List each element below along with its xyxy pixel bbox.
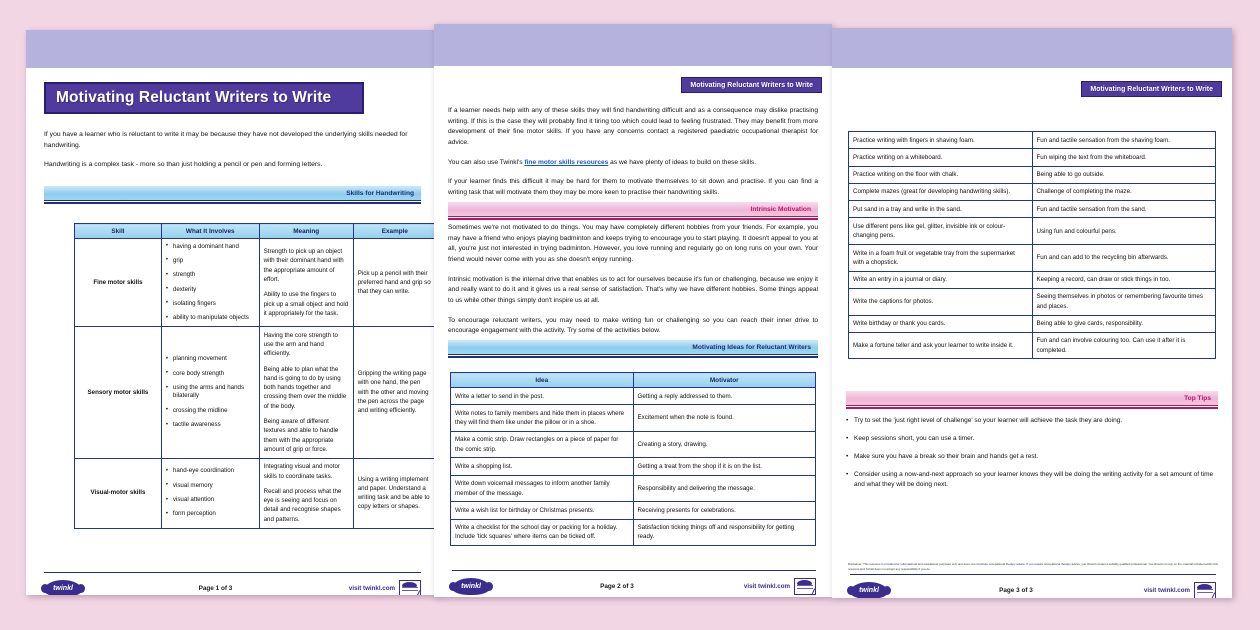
cell-meaning bbox=[259, 458, 353, 528]
col-header-skill: Skill bbox=[75, 224, 162, 239]
table-row bbox=[849, 218, 1216, 245]
table-row bbox=[451, 519, 816, 546]
cell-motivator: Fun and tactile sensation from the sand. bbox=[1032, 201, 1216, 218]
list-item: • visual attention bbox=[166, 496, 255, 504]
list-item: • visual memory bbox=[166, 482, 255, 490]
cell-idea: Practice writing on the floor with chalk. bbox=[849, 166, 1033, 183]
list-item: • hand-eye coordination bbox=[166, 467, 255, 475]
cell-skill: Sensory motor skills bbox=[75, 327, 162, 459]
twinkl-logo-text: twinkl bbox=[53, 585, 73, 592]
cell-motivator: Excitement when the note is found. bbox=[633, 405, 816, 432]
table-row bbox=[451, 458, 816, 475]
twinkl-logo-icon[interactable] bbox=[452, 578, 490, 595]
meaning-paragraph: Having the core strength to use the arm and hand efficiently. bbox=[263, 331, 338, 358]
page3-header-title bbox=[1081, 81, 1222, 97]
example-paragraph: Gripping the writing page with one hand, the pen with the other and moving the pen across the page and writing efficiently. bbox=[357, 370, 429, 415]
cell-skill: Visual-motor skills bbox=[75, 458, 162, 528]
page3-visit-block[interactable] bbox=[1144, 582, 1216, 598]
list-item: • core body strength bbox=[166, 370, 255, 378]
cell-motivator: Being able to go outside. bbox=[1032, 166, 1216, 183]
table-row bbox=[849, 201, 1216, 218]
motivating-ideas-table-continued bbox=[848, 131, 1216, 359]
cell-idea: Make a comic strip. Draw rectangles on a piece of paper for the comic strip. bbox=[451, 431, 634, 458]
list-item: • planning movement bbox=[166, 355, 255, 363]
list-item: • isolating fingers bbox=[166, 300, 255, 308]
page2-banner-ideas-label: Motivating Ideas for Reluctant Writers bbox=[692, 343, 811, 351]
cell-motivator: Satisfaction ticking things off and responsibility for getting ready. bbox=[633, 519, 816, 546]
cell-idea: Write in a foam fruit or vegetable tray from the supermarket with a chopstick. bbox=[849, 245, 1033, 272]
col-header-what-it-involves: What It Involves bbox=[161, 224, 259, 239]
col-header-example: Example bbox=[353, 224, 436, 239]
list-item: • form perception bbox=[166, 510, 255, 518]
cell-idea: Make a fortune teller and ask your learner to write inside it. bbox=[849, 332, 1033, 359]
table-row bbox=[451, 388, 816, 405]
table-header-row bbox=[451, 373, 816, 388]
twinkl-certificate-badge-icon bbox=[1194, 582, 1216, 598]
cell-idea: Write a checklist for the school day or packing for a holiday. Include 'tick squares' where items can be ticked off. bbox=[451, 519, 634, 546]
page1-footer-rule bbox=[44, 572, 421, 573]
cell-motivator: Fun and can add to the recycling bin afterwards. bbox=[1032, 245, 1216, 272]
twinkl-logo-icon[interactable] bbox=[44, 580, 82, 595]
page1-footer bbox=[44, 580, 421, 595]
table-row bbox=[451, 431, 816, 458]
page3-banner-top-tips bbox=[846, 391, 1218, 406]
table-row bbox=[75, 327, 437, 459]
list-item: • ability to manipulate objects bbox=[166, 314, 255, 322]
table-row bbox=[849, 245, 1216, 272]
col-header-motivator: Motivator bbox=[633, 373, 816, 388]
example-paragraph: Using a writing implement and paper. Understand a writing task and be able to copy letters or shapes. bbox=[357, 475, 430, 511]
table-row bbox=[849, 288, 1216, 315]
meaning-paragraph: Ability to use the fingers to pick up a small object and hold it appropriately for the task. bbox=[263, 291, 349, 317]
page2-banner-intrinsic-label: Intrinsic Motivation bbox=[750, 205, 811, 213]
meaning-paragraph: Recall and process what the eye is seeing and focus on detail and recognise shapes and patterns. bbox=[263, 487, 342, 523]
table-row bbox=[849, 132, 1216, 149]
cell-motivator: Fun and can involve colouring too. Can use it after it is completed. bbox=[1032, 332, 1216, 359]
page3-footer bbox=[850, 582, 1216, 598]
meaning-paragraph: Strength to pick up an object with their dominant hand with the appropriate amount of effort. bbox=[263, 248, 344, 283]
cell-motivator: Getting a treat from the shop if it is on the list. bbox=[633, 458, 816, 475]
page2-paragraph-6: To encourage reluctant writers, you may need to make writing fun or challenging so you can reach their inner drive to encourage engagement with the activity. Try some of the activities below. bbox=[448, 316, 818, 335]
cell-motivator: Seeing themselves in photos or remembering favourite times and places. bbox=[1032, 288, 1216, 315]
list-item: • tactile awareness bbox=[166, 421, 255, 429]
cell-idea: Complete mazes (great for developing handwriting skills). bbox=[849, 183, 1033, 200]
skills-for-handwriting-table bbox=[74, 223, 437, 529]
page2-page-number: Page 2 of 3 bbox=[600, 583, 634, 590]
fine-motor-skills-resources-link[interactable]: fine motor skills resources bbox=[524, 158, 609, 166]
cell-meaning bbox=[259, 239, 353, 327]
table-row bbox=[75, 239, 437, 327]
page2-visit-link[interactable]: visit twinkl.com bbox=[743, 583, 790, 590]
cell-idea: Write notes to family members and hide them in places where they will find them like under the pillow or in a shoe. bbox=[451, 405, 634, 432]
list-item: • strength bbox=[166, 271, 255, 279]
page1-banner-skills bbox=[44, 186, 421, 201]
cell-motivator: Keeping a record, can draw or stick things in too. bbox=[1032, 271, 1216, 288]
table-row bbox=[849, 332, 1216, 359]
motivating-ideas-table bbox=[450, 372, 816, 546]
document-page-1[interactable] bbox=[26, 30, 437, 595]
cell-idea: Practice writing with fingers in shaving foam. bbox=[849, 132, 1033, 149]
page2-footer bbox=[452, 578, 816, 595]
page3-footer-rule bbox=[850, 574, 1216, 575]
page2-paragraph-2: You can also use Twinkl's fine motor skills resources as we have plenty of ideas to build on these skills. bbox=[448, 158, 757, 166]
cell-what-it-involves bbox=[161, 239, 259, 327]
cell-idea: Practice writing on a whiteboard. bbox=[849, 149, 1033, 166]
meaning-paragraph: Being aware of different textures and able to handle them with the appropriate amount of grip or force. bbox=[263, 418, 339, 453]
cell-idea: Write down voicemail messages to inform another family member of the message. bbox=[451, 475, 634, 502]
page3-top-tips-list bbox=[846, 416, 1218, 498]
page1-visit-link[interactable]: visit twinkl.com bbox=[348, 585, 395, 592]
table-row bbox=[451, 475, 816, 502]
top-tip-item: • Try to set the 'just right level of challenge' so your learner will achieve the task they are doing. bbox=[846, 416, 1218, 426]
page3-page-number: Page 3 of 3 bbox=[999, 587, 1033, 594]
cell-what-it-involves bbox=[161, 458, 259, 528]
page2-banner-intrinsic-motivation bbox=[448, 202, 818, 217]
twinkl-certificate-badge-icon bbox=[794, 578, 816, 595]
page3-banner-top-tips-label: Top Tips bbox=[1184, 394, 1211, 402]
page2-text-block-1 bbox=[448, 106, 818, 199]
list-item: • having a dominant hand bbox=[166, 243, 255, 251]
page1-banner-skills-label: Skills for Handwriting bbox=[346, 189, 414, 197]
page2-paragraph-4: Sometimes we're not motivated to do things. You may have completely different hobbies from your friends. For example, you may have a friend who enjoys playing badminton and keeps trying to encourage you to start playing. It doesn't appeal to you at all, you're just not interested in trying badminton. However, you love running and regularly go on long runs on your own. Your friend would never come with you as she doesn't enjoy running. bbox=[448, 224, 818, 264]
table-row bbox=[849, 271, 1216, 288]
list-item: • dexterity bbox=[166, 286, 255, 294]
twinkl-logo-text: twinkl bbox=[461, 583, 481, 590]
list-item: • crossing the midline bbox=[166, 407, 255, 415]
cell-example bbox=[353, 239, 436, 327]
cell-idea: Put sand in a tray and write in the sand. bbox=[849, 201, 1033, 218]
table-header-row bbox=[75, 224, 437, 239]
page2-paragraph-1: If a learner needs help with any of these skills they will find handwriting difficult and as a consequence may dislike practising writing. If this is the case they will probably find it tiring too which could lead to feeling frustrated. They may benefit from more development of their fine motor skills. If you have any concerns contact a registered paediatric occupational therapist for advice. bbox=[448, 107, 818, 147]
twinkl-logo-text: twinkl bbox=[859, 587, 879, 594]
cell-idea: Use different pens like gel, glitter, invisible ink or colour-changing pens. bbox=[849, 218, 1033, 245]
page1-visit-block[interactable] bbox=[349, 580, 421, 595]
page2-top-band bbox=[434, 24, 832, 66]
page1-intro-text bbox=[44, 130, 421, 180]
page2-header-title bbox=[681, 77, 822, 93]
page3-visit-link[interactable]: visit twinkl.com bbox=[1143, 587, 1190, 594]
top-tip-item: • Make sure you have a break so their brain and hands get a rest. bbox=[846, 452, 1218, 462]
twinkl-logo-icon[interactable] bbox=[850, 582, 888, 598]
page2-header-title-text: Motivating Reluctant Writers to Write bbox=[690, 81, 813, 89]
cell-motivator: Challenge of completing the maze. bbox=[1032, 183, 1216, 200]
cell-motivator: Creating a story, drawing. bbox=[633, 431, 816, 458]
cell-what-it-involves bbox=[161, 327, 259, 459]
page1-intro-paragraph-1: If you have a learner who is reluctant to write it may be because they have not developed the underlying skills needed for handwriting. bbox=[44, 131, 408, 149]
page1-intro-paragraph-2: Handwriting is a complex task - more so than just holding a pencil or pen and forming letters. bbox=[44, 161, 323, 169]
example-paragraph: Pick up a pencil with their preferred hand and grip so that they can write. bbox=[357, 269, 431, 296]
table-row bbox=[75, 458, 437, 528]
cell-idea: Write a letter to send in the post. bbox=[451, 388, 634, 405]
table-row bbox=[849, 149, 1216, 166]
page2-footer-rule bbox=[452, 570, 816, 571]
col-header-meaning: Meaning bbox=[259, 224, 353, 239]
meaning-paragraph: Integrating visual and motor skills to coordinate tasks. bbox=[263, 463, 340, 480]
page1-main-title-text: Motivating Reluctant Writers to Write bbox=[56, 89, 332, 106]
page1-main-title bbox=[44, 82, 364, 114]
cell-example bbox=[353, 458, 436, 528]
page2-paragraph-5: Intrinsic motivation is the internal drive that enables us to act for ourselves because it's fun or challenging, because we enjoy it and really want to do it and it gives us a real sense of satisfaction. That's why we have different hobbies. Some things appeal to us while other things simply don't inspire us at all. bbox=[448, 275, 818, 305]
cell-idea: Write the captions for photos. bbox=[849, 288, 1033, 315]
table-row bbox=[849, 183, 1216, 200]
page3-top-band bbox=[832, 28, 1232, 68]
list-item: • grip bbox=[166, 257, 255, 265]
document-page-3[interactable] bbox=[832, 28, 1232, 598]
twinkl-certificate-badge-icon bbox=[399, 580, 421, 595]
cell-motivator: Fun wiping the text from the whiteboard. bbox=[1032, 149, 1216, 166]
cell-meaning bbox=[259, 327, 353, 459]
cell-motivator: Getting a reply addressed to them. bbox=[633, 388, 816, 405]
top-tip-item: • Keep sessions short, you can use a timer. bbox=[846, 434, 1218, 444]
meaning-paragraph: Being able to plan what the hand is going to do by using both hands together and crossing them over the middle of the body. bbox=[263, 365, 347, 410]
cell-example bbox=[353, 327, 436, 459]
col-header-idea: Idea bbox=[451, 373, 634, 388]
table-row bbox=[451, 502, 816, 519]
page2-banner-motivating-ideas bbox=[448, 340, 818, 355]
document-page-2[interactable] bbox=[434, 24, 832, 597]
table-row bbox=[451, 405, 816, 432]
cell-idea: Write a wish list for birthday or Christmas presents. bbox=[451, 502, 634, 519]
page1-page-number: Page 1 of 3 bbox=[198, 585, 233, 592]
page2-visit-block[interactable] bbox=[744, 578, 816, 595]
page2-text-block-2 bbox=[448, 223, 818, 337]
cell-motivator: Fun and tactile sensation from the shaving foam. bbox=[1032, 132, 1216, 149]
list-item: • using the arms and hands bilaterally bbox=[166, 384, 255, 401]
cell-motivator: Being able to give cards, responsibility. bbox=[1032, 315, 1216, 332]
cell-idea: Write a shopping list. bbox=[451, 458, 634, 475]
cell-idea: Write an entry in a journal or diary. bbox=[849, 271, 1033, 288]
page3-header-title-text: Motivating Reluctant Writers to Write bbox=[1090, 85, 1213, 93]
cell-motivator: Using fun and colourful pens. bbox=[1032, 218, 1216, 245]
cell-idea: Write birthday or thank you cards. bbox=[849, 315, 1033, 332]
top-tip-item: • Consider using a now-and-next approach so your learner knows they will be doing the writing activity for a set amount of time and what they will be doing next. bbox=[846, 470, 1218, 490]
cell-motivator: Responsibility and delivering the message. bbox=[633, 475, 816, 502]
table-row bbox=[849, 315, 1216, 332]
page3-disclaimer: Disclaimer: This resource is provided for informational and educational purposes only and does not constitute occupational therapy advice. If you require occupational therapy advice, you should contact a suitably qualified professional. You should not rely on the material included within this resource and Twinkl does not accept any responsibility if you do. bbox=[848, 562, 1218, 571]
cell-motivator: Receiving presents for celebrations. bbox=[633, 502, 816, 519]
page1-top-band bbox=[26, 30, 437, 68]
table-row bbox=[849, 166, 1216, 183]
cell-skill: Fine motor skills bbox=[75, 239, 162, 327]
page2-paragraph-3: If your learner finds this difficult it may be hard for them to motivate themselves to sit down and practise. If you can find a writing task that will motivate them they may be more keen to practise their handwriting skills. bbox=[448, 178, 818, 197]
